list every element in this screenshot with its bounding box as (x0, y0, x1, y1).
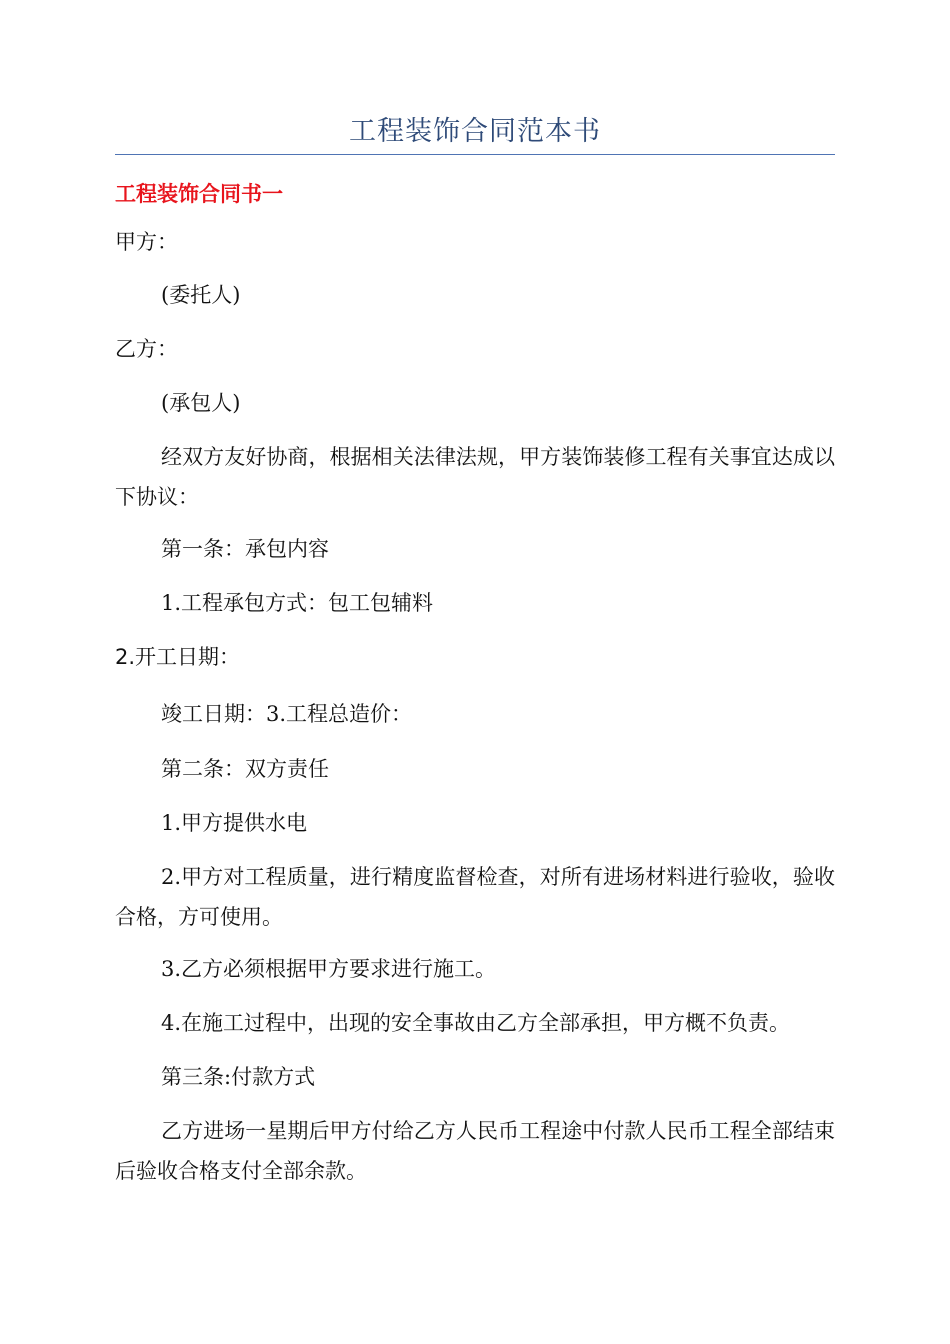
party-b-label: 乙方： (115, 337, 178, 361)
article-2-item-3: 3.乙方必须根据甲方要求进行施工。 (161, 957, 497, 981)
article-1-heading: 第一条：承包内容 (161, 537, 329, 561)
article-3-heading: 第三条:付款方式 (161, 1065, 316, 1089)
party-b-role: (承包人) (161, 391, 241, 415)
party-a-label: 甲方： (115, 230, 178, 254)
article-2-item-1: 1.甲方提供水电 (161, 811, 308, 835)
article-2-item-2: 2.甲方对工程质量，进行精度监督检查，对所有进场材料进行验收，验收合格，方可使用。 (115, 865, 835, 929)
intro-paragraph: 经双方友好协商，根据相关法律法规，甲方装饰装修工程有关事宜达成以下协议： (115, 445, 835, 509)
article-1-item-1: 1.工程承包方式：包工包辅料 (161, 591, 434, 615)
document-title: 工程装饰合同范本书 (349, 116, 601, 147)
article-2-item-4: 4.在施工过程中，出现的安全事故由乙方全部承担，甲方概不负责。 (161, 1011, 791, 1035)
article-2-heading: 第二条：双方责任 (161, 757, 329, 781)
article-1-item-2 (115, 637, 240, 677)
section-heading: 工程装饰合同书一 (115, 182, 283, 206)
article-1-item-3: 竣工日期：3.工程总造价： (161, 702, 413, 726)
article-1-item-2-number: 2. (115, 645, 136, 669)
payment-paragraph: 乙方进场一星期后甲方付给乙方人民币工程途中付款人民币工程全部结束后验收合格支付全部余款。 (115, 1119, 835, 1183)
article-1-item-2-text: 开工日期： (135, 645, 241, 669)
title-divider (115, 154, 835, 155)
party-a-role: (委托人) (161, 283, 241, 307)
